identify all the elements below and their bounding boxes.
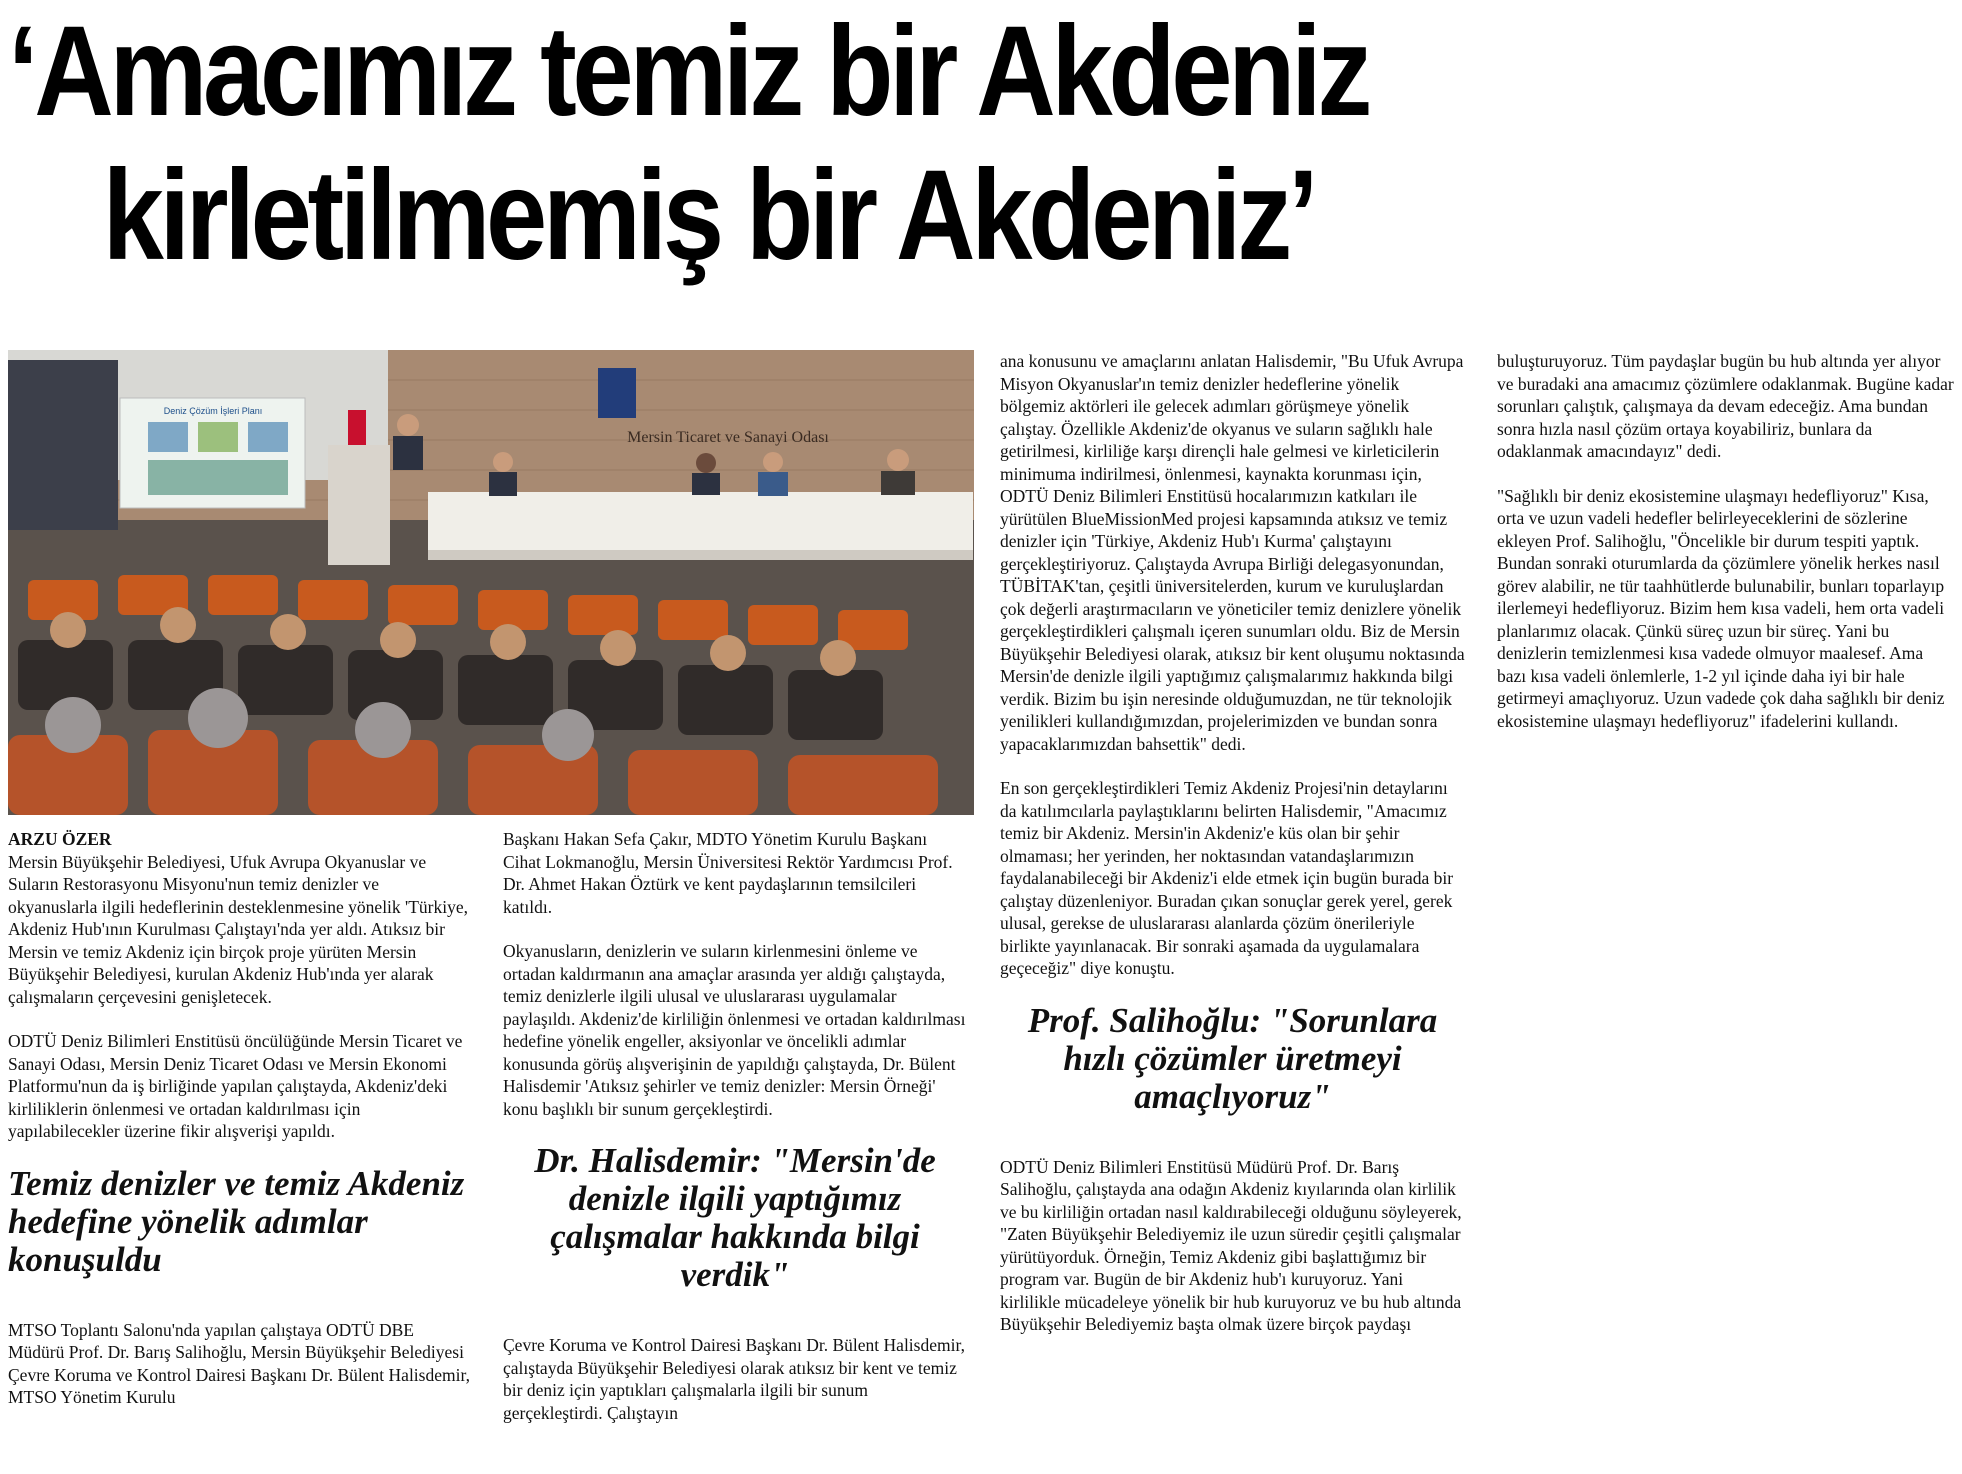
- paragraph: MTSO Toplantı Salonu'nda yapılan çalıştaya ODTÜ DBE Müdürü Prof. Dr. Barış Salihoğlu, Mersin Büyükşehir Belediyesi Çevre Koruma ve Kontrol Dairesi Başkanı Dr. Bülent Halisdemir, MTSO Yönetim Kurulu: [8, 1319, 470, 1407]
- paragraph: ana konusunu ve amaçlarını anlatan Halisdemir, "Bu Ufuk Avrupa Misyon Okyanuslar'ın temiz denizler hedeflerine yönelik bölgemiz aktörleri ile gelecek adımları görüşmeye yönelik çalıştay. Özellikle Akdeniz'de okyanus ve suların sağlıklı hale getirilmesi, kirliliğe karşı dirençli hale gelmesi ve kirleticilerin minimuma indirilmesi, önlenmesi, kaynakta korunması için, ODTÜ Deniz Bilimleri Enstitüsü hocalarımızın katkıları ile yürütülen BlueMissionMed projesi kapsamında atıksız ve temiz denizler için 'Türkiye, Akdeniz Hub'ı Kurma' çalıştayını gerçekleştiriyoruz. Çalıştayda Avrupa Birliği delegasyonundan, TÜBİTAK'tan, çeşitli üniversitelerden, kurum ve kuruluşlardan çok değerli araştırmacıların ve yöneticiler temiz denizlere yönelik gerçekleştirdikleri çalışmalı içeren sunumları oldu. Biz de Mersin Büyükşehir Belediyesi olarak, atıksız bir kent oluşumu noktasında Mersin'de denizle ilgili yaptığımız çalışmalarımız hakkında bilgi verdik. Bizim bu işin neresinde olduğumuzdan, ne tür teknolojik yenilikleri kullandığımızdan, projelerimizden ve bundan sonra yapacaklarımızdan bahsettik" dedi.: [1000, 351, 1465, 754]
- article-column-3: [1000, 350, 1465, 1358]
- paragraph: Okyanusların, denizlerin ve suların kirlenmesini önleme ve ortadan kaldırmanın ana amaçlar arasında yer aldığı çalıştayda, temiz denizlerle ilgili ulusal ve uluslararası uygulamalar paylaşıldı. Akdeniz'de kirliliğin önlenmesi ve ortadan kaldırılması hedefine yönelik engeller, aksiyonlar ve öncelikli adımlar konusunda görüş alışverişinin de yapıldığı çalıştayda, Dr. Bülent Halisdemir 'Atıksız şehirler ve temiz denizler: Mersin Örneği' konu başlıklı bir sunum gerçekleştirdi.: [503, 941, 966, 1119]
- subheading: Temiz denizler ve temiz Akdeniz hedefine yönelik adımlar konuşuldu: [8, 1163, 465, 1279]
- screen-title: Deniz Çözüm İşleri Planı: [163, 406, 263, 416]
- headline: [8, 0, 1685, 288]
- paragraph: Çevre Koruma ve Kontrol Dairesi Başkanı Dr. Bülent Halisdemir, çalıştayda Büyükşehir Belediyesi olarak atıksız bir kent ve temiz bir deniz için yaptıkları çalışmalarla ilgili bir sunum gerçekleştirdi. Çalıştayın: [503, 1335, 965, 1423]
- paragraph: En son gerçekleştirdikleri Temiz Akdeniz Projesi'nin detaylarını da katılımcılarla paylaştıklarını belirten Halisdemir, "Amacımız temiz bir Akdeniz. Mersin'in Akdeniz'e küs olan bir şehir olmaması; her yerinden, her noktasından vatandaşlarımızın faydalanabileceği bir Akdeniz'i elde etmek için bugün burada bir çalıştay düzenleniyor. Buradan çıkan sonuçlar gerek yerel, gerek ulusal, gerekse de uluslararası alanlarda çözüm önerileriyle birlikte yayınlanacak. Bir sonraki aşamada da uygulamalara geçeceğiz" diye konuştu.: [1000, 778, 1454, 978]
- byline: ARZU ÖZER: [8, 829, 112, 849]
- wall-sign: Mersin Ticaret ve Sanayi Odası: [627, 429, 829, 446]
- subheading: Dr. Halisdemir: "Mersin'de denizle ilgili yaptığımız çalışmalar hakkında bilgi verdik": [534, 1141, 936, 1294]
- paragraph: "Sağlıklı bir deniz ekosistemine ulaşmayı hedefliyoruz" Kısa, orta ve uzun vadeli hedefler belirleyeceklerini de sözlerine ekleyen Prof. Salihoğlu, "Öncelikle bir durum tespiti yaptık. Bundan sonraki oturumlarda da çözümlere yönelik herkes nasıl görev alabilir, ne tür taahhütlerde bulunabilir, bunları toparlayıp ilerlemeyi hedefliyoruz. Bizim hem kısa vadeli, hem orta vadeli planlarımız olacak. Çünkü süreç uzun bir süreç. Yani bu denizlerin temizlenmesi kısa vadede olmuyor maalesef. Ama bazı kısa vadeli önlemlerle, 1-2 yıl içinde daha iyi bir hale getirmeyi amaçlıyoruz. Uzun vadede çok daha sağlıklı bir deniz ekosistemine ulaşmayı hedefliyoruz" ifadelerini kullandı.: [1497, 485, 1945, 731]
- article-column-1: [8, 828, 470, 1431]
- paragraph: ODTÜ Deniz Bilimleri Enstitüsü Müdürü Prof. Dr. Barış Salihoğlu, çalıştayda ana odağın Akdeniz kıyılarında olan kirlilik ve bu kirliliğin ortadan nasıl kaldırabileceği olduğunu söyleyerek, "Zaten Büyükşehir Belediyemiz ile uzun süredir çeşitli çalışmalar yürütüyorduk. Örneğin, Temiz Akdeniz gibi başlattığımız bir program var. Bugün de bir Akdeniz hub'ı kuruyoruz. Yani kirlilikle mücadeleye yönelik bir hub kuruyoruz ve bu hub altında Büyükşehir Belediyemiz başta olmak üzere birçok paydaşı: [1000, 1156, 1462, 1334]
- paragraph: ODTÜ Deniz Bilimleri Enstitüsü öncülüğünde Mersin Ticaret ve Sanayi Odası, Mersin Deniz Ticaret Odası ve Mersin Ekonomi Platformu'nun da iş birliğinde yapılan çalıştayda, Akdeniz'deki kirliliklerin önlenmesi ve ortadan kaldırılması için yapılabilecekler üzerine fikir alışverişi yapıldı.: [8, 1031, 463, 1141]
- paragraph: Başkanı Hakan Sefa Çakır, MDTO Yönetim Kurulu Başkanı Cihat Lokmanoğlu, Mersin Üniversitesi Rektör Yardımcısı Prof. Dr. Ahmet Hakan Öztürk ve kent paydaşlarının temsilcileri katıldı.: [503, 829, 953, 917]
- subheading: Prof. Salihoğlu: "Sorunlara hızlı çözümler üretmeyi amaçlıyoruz": [1027, 1000, 1438, 1116]
- conference-photo-illustration: [8, 350, 974, 815]
- article-column-2: [503, 828, 967, 1446]
- headline-line-1: ‘Amacımız temiz bir Akdeniz: [8, 0, 1369, 143]
- paragraph: buluşturuyoruz. Tüm paydaşlar bugün bu hub altında yer alıyor ve buradaki ana amacımız çözümlere odaklanmak. Bugüne kadar sorunları çalıştık, çalışmaya da devam edeceğiz. Ama bundan sonra hızla nasıl çözüm ortaya koyabiliriz, bunlara da odaklanmak amacındayız" dedi.: [1497, 351, 1954, 461]
- article-column-4: [1497, 350, 1955, 754]
- headline-line-2: kirletilmemiş bir Akdeniz’: [102, 144, 1315, 287]
- paragraph: Mersin Büyükşehir Belediyesi, Ufuk Avrupa Okyanuslar ve Suların Restorasyonu Misyonu'nun temiz denizler ve okyanuslarla ilgili hedeflerinin desteklenmesine yönelik 'Türkiye, Akdeniz Hub'ının Kurulması Çalıştayı'nda yer aldı. Atıksız bir Mersin ve temiz Akdeniz için birçok proje yürüten Mersin Büyükşehir Belediyesi, kurulan Akdeniz Hub'ında yer alarak çalışmaların çerçevesini genişletecek.: [8, 851, 468, 1007]
- conference-photo: [8, 350, 974, 815]
